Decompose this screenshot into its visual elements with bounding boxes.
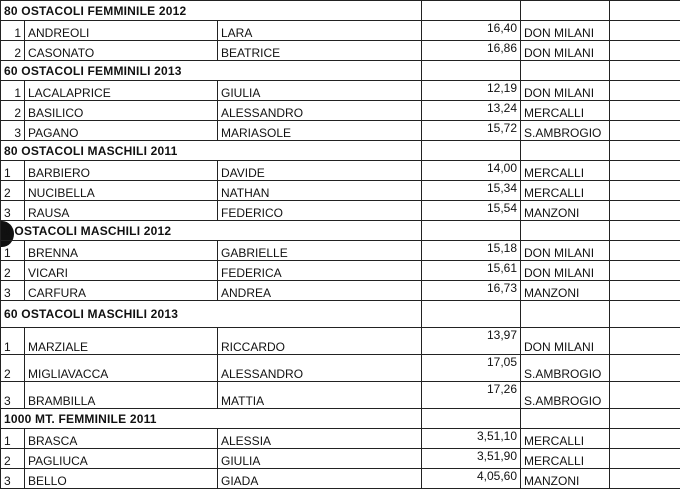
empty-cell: [610, 429, 680, 449]
time-cell: 13,97: [422, 328, 521, 355]
position-cell: 2: [1, 449, 25, 469]
first-name-cell: ALESSANDRO: [218, 101, 422, 121]
position-cell: 1: [1, 241, 25, 261]
surname-cell: BRENNA: [25, 241, 218, 261]
table-row: [1, 429, 680, 449]
time-cell: 17,05: [422, 355, 521, 382]
section-title: 80 OSTACOLI FEMMINILE 2012: [1, 1, 422, 21]
empty-cell: [521, 61, 610, 81]
empty-cell: [610, 355, 680, 382]
section-header-row: [1, 409, 680, 429]
surname-cell: NUCIBELLA: [25, 181, 218, 201]
school-cell: MERCALLI: [521, 449, 610, 469]
time-cell: 3,51,90: [422, 449, 521, 469]
table-row: [1, 181, 680, 201]
empty-cell: [610, 281, 680, 301]
position-cell: 2: [1, 261, 25, 281]
section-title: 0 OSTACOLI MASCHILI 2012: [1, 221, 422, 241]
time-cell: 12,19: [422, 81, 521, 101]
empty-cell: [610, 261, 680, 281]
first-name-cell: ANDREA: [218, 281, 422, 301]
school-cell: DON MILANI: [521, 241, 610, 261]
school-cell: DON MILANI: [521, 21, 610, 41]
time-cell: 15,34: [422, 181, 521, 201]
table-row: [1, 201, 680, 221]
time-cell: 16,73: [422, 281, 521, 301]
surname-cell: CARFURA: [25, 281, 218, 301]
school-cell: MANZONI: [521, 281, 610, 301]
table-row: [1, 101, 680, 121]
position-cell: 1: [1, 21, 25, 41]
empty-cell: [521, 141, 610, 161]
empty-cell: [610, 409, 680, 429]
position-cell: 3: [1, 469, 25, 489]
school-cell: DON MILANI: [521, 41, 610, 61]
table-row: [1, 281, 680, 301]
surname-cell: BRASCA: [25, 429, 218, 449]
table-row: [1, 382, 680, 409]
empty-cell: [422, 1, 521, 21]
empty-cell: [521, 409, 610, 429]
school-cell: S.AMBROGIO: [521, 355, 610, 382]
empty-cell: [521, 221, 610, 241]
results-table-body: [1, 1, 680, 489]
school-cell: DON MILANI: [521, 328, 610, 355]
surname-cell: PAGLIUCA: [25, 449, 218, 469]
time-cell: 15,61: [422, 261, 521, 281]
empty-cell: [610, 181, 680, 201]
position-cell: 2: [1, 41, 25, 61]
surname-cell: MARZIALE: [25, 328, 218, 355]
empty-cell: [610, 61, 680, 81]
position-cell: 3: [1, 382, 25, 409]
first-name-cell: GABRIELLE: [218, 241, 422, 261]
table-row: [1, 241, 680, 261]
surname-cell: VICARI: [25, 261, 218, 281]
table-row: [1, 161, 680, 181]
time-cell: 3,51,10: [422, 429, 521, 449]
time-cell: 15,72: [422, 121, 521, 141]
school-cell: MERCALLI: [521, 429, 610, 449]
section-header-row: [1, 61, 680, 81]
surname-cell: CASONATO: [25, 41, 218, 61]
empty-cell: [422, 409, 521, 429]
empty-cell: [521, 1, 610, 21]
time-cell: 14,00: [422, 161, 521, 181]
table-row: [1, 21, 680, 41]
first-name-cell: ALESSANDRO: [218, 355, 422, 382]
first-name-cell: NATHAN: [218, 181, 422, 201]
school-cell: MANZONI: [521, 201, 610, 221]
table-row: [1, 81, 680, 101]
time-cell: 13,24: [422, 101, 521, 121]
first-name-cell: GIADA: [218, 469, 422, 489]
time-cell: 15,18: [422, 241, 521, 261]
position-cell: 1: [1, 161, 25, 181]
empty-cell: [610, 141, 680, 161]
empty-cell: [610, 301, 680, 328]
empty-cell: [610, 121, 680, 141]
position-cell: 1: [1, 328, 25, 355]
surname-cell: BASILICO: [25, 101, 218, 121]
time-cell: 16,86: [422, 41, 521, 61]
section-title: 60 OSTACOLI MASCHILI 2013: [1, 301, 422, 328]
empty-cell: [610, 221, 680, 241]
empty-cell: [422, 61, 521, 81]
position-cell: 2: [1, 355, 25, 382]
first-name-cell: BEATRICE: [218, 41, 422, 61]
empty-cell: [610, 328, 680, 355]
empty-cell: [610, 101, 680, 121]
surname-cell: PAGANO: [25, 121, 218, 141]
position-cell: 1: [1, 429, 25, 449]
table-row: [1, 41, 680, 61]
surname-cell: BARBIERO: [25, 161, 218, 181]
position-cell: 2: [1, 101, 25, 121]
section-title: 80 OSTACOLI MASCHILI 2011: [1, 141, 422, 161]
first-name-cell: RICCARDO: [218, 328, 422, 355]
school-cell: DON MILANI: [521, 81, 610, 101]
school-cell: DON MILANI: [521, 261, 610, 281]
first-name-cell: DAVIDE: [218, 161, 422, 181]
section-header-row: [1, 1, 680, 21]
first-name-cell: ALESSIA: [218, 429, 422, 449]
first-name-cell: MARIASOLE: [218, 121, 422, 141]
position-cell: 1: [1, 81, 25, 101]
school-cell: MERCALLI: [521, 161, 610, 181]
surname-cell: MIGLIAVACCA: [25, 355, 218, 382]
section-header-row: [1, 301, 680, 328]
time-cell: 15,54: [422, 201, 521, 221]
table-row: [1, 355, 680, 382]
position-cell: 3: [1, 281, 25, 301]
surname-cell: BELLO: [25, 469, 218, 489]
time-cell: 16,40: [422, 21, 521, 41]
surname-cell: LACALAPRICE: [25, 81, 218, 101]
table-row: [1, 449, 680, 469]
school-cell: MANZONI: [521, 469, 610, 489]
time-cell: 4,05,60: [422, 469, 521, 489]
empty-cell: [610, 21, 680, 41]
empty-cell: [422, 301, 521, 328]
empty-cell: [610, 241, 680, 261]
school-cell: S.AMBROGIO: [521, 121, 610, 141]
section-title: 1000 MT. FEMMINILE 2011: [1, 409, 422, 429]
empty-cell: [610, 1, 680, 21]
first-name-cell: LARA: [218, 21, 422, 41]
first-name-cell: GIULIA: [218, 449, 422, 469]
empty-cell: [610, 382, 680, 409]
section-title: 60 OSTACOLI FEMMINILI 2013: [1, 61, 422, 81]
empty-cell: [422, 221, 521, 241]
empty-cell: [422, 141, 521, 161]
table-row: [1, 121, 680, 141]
empty-cell: [610, 449, 680, 469]
section-header-row: [1, 141, 680, 161]
empty-cell: [521, 301, 610, 328]
empty-cell: [610, 469, 680, 489]
school-cell: MERCALLI: [521, 101, 610, 121]
first-name-cell: MATTIA: [218, 382, 422, 409]
time-cell: 17,26: [422, 382, 521, 409]
position-cell: 2: [1, 181, 25, 201]
position-cell: 3: [1, 121, 25, 141]
table-row: [1, 261, 680, 281]
position-cell: 3: [1, 201, 25, 221]
school-cell: S.AMBROGIO: [521, 382, 610, 409]
empty-cell: [610, 41, 680, 61]
section-header-row: [1, 221, 680, 241]
empty-cell: [610, 161, 680, 181]
table-row: [1, 469, 680, 489]
surname-cell: ANDREOLI: [25, 21, 218, 41]
surname-cell: BRAMBILLA: [25, 382, 218, 409]
first-name-cell: GIULIA: [218, 81, 422, 101]
first-name-cell: FEDERICA: [218, 261, 422, 281]
first-name-cell: FEDERICO: [218, 201, 422, 221]
surname-cell: RAUSA: [25, 201, 218, 221]
table-row: [1, 328, 680, 355]
school-cell: MERCALLI: [521, 181, 610, 201]
empty-cell: [610, 81, 680, 101]
empty-cell: [610, 201, 680, 221]
